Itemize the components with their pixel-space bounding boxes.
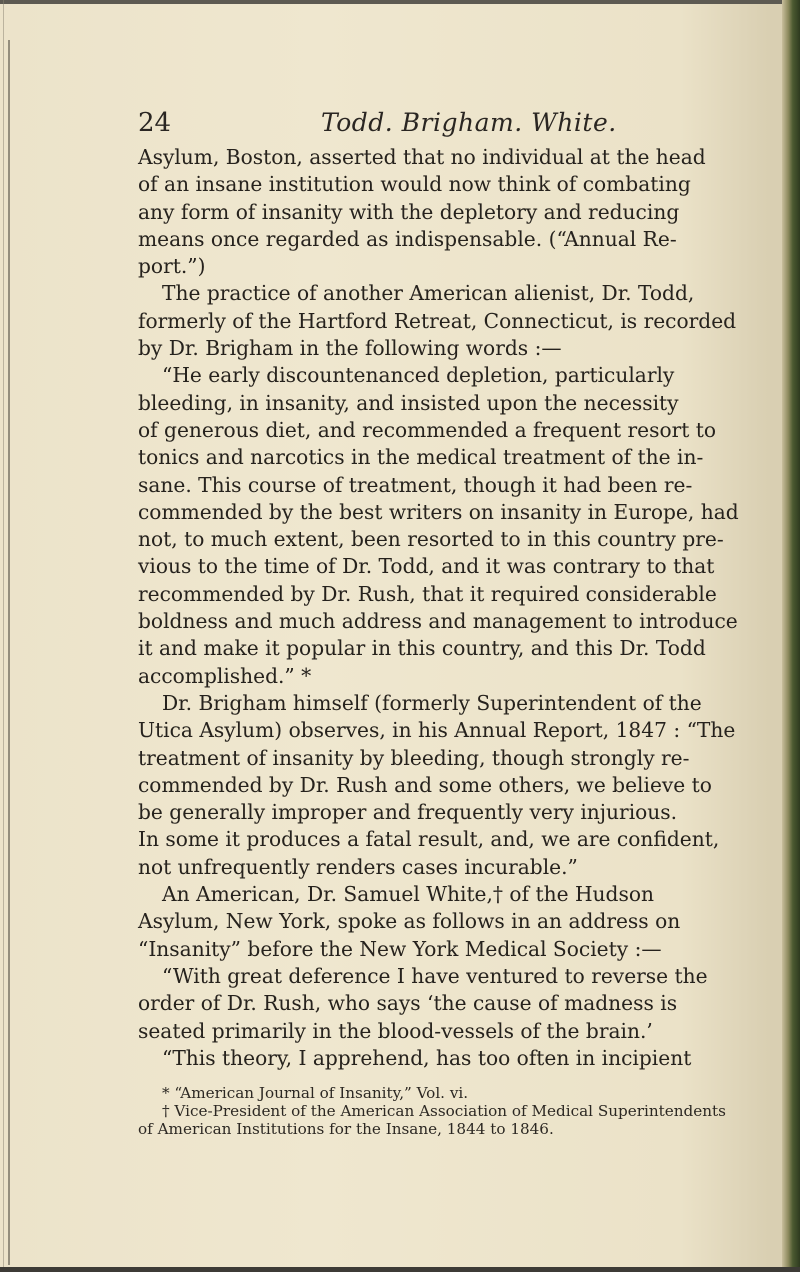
text-line: port.”): [138, 254, 206, 279]
text-line: any form of insanity with the depletory and reducing: [138, 199, 680, 224]
text-line: treatment of insanity by bleeding, though strongly re-: [138, 745, 690, 770]
text-line: tonics and narcotics in the medical treatment of the in-: [138, 445, 704, 470]
text-line: order of Dr. Rush, who says ‘the cause of madness is: [138, 991, 678, 1016]
text-line: Asylum, New York, spoke as follows in an address on: [138, 909, 681, 934]
text-line: commended by Dr. Rush and some others, we believe to: [138, 772, 712, 797]
text-line: not unfrequently renders cases incurable.”: [138, 854, 578, 879]
text-line: of generous diet, and recommended a frequent resort to: [138, 417, 717, 442]
right-binding-edge: [782, 0, 800, 1272]
page-header: [138, 108, 768, 140]
text-line: formerly of the Hartford Retreat, Connecticut, is recorded: [138, 308, 737, 333]
footnote-line: † Vice-President of the American Association of Medical Superintendents: [162, 1102, 726, 1120]
text-line: be generally improper and frequently very injurious.: [138, 800, 678, 825]
text-line: boldness and much address and management to introduce: [138, 609, 738, 634]
text-line: “Insanity” before the New York Medical Society :—: [138, 936, 662, 961]
running-head: Todd. Brigham. White.: [321, 108, 617, 137]
text-line: The practice of another American alienist, Dr. Todd,: [162, 281, 695, 306]
page-number: 24: [138, 108, 172, 138]
footnote-line: of American Institutions for the Insane, 1844 to 1846.: [138, 1120, 554, 1138]
body-text: [138, 144, 770, 1072]
left-gutter-line: [8, 40, 10, 1265]
top-page-edge: [0, 0, 800, 4]
text-line: Utica Asylum) observes, in his Annual Report, 1847 : “The: [138, 718, 736, 743]
text-line: vious to the time of Dr. Todd, and it was contrary to that: [138, 554, 715, 579]
text-line: “He early discountenanced depletion, particularly: [162, 363, 675, 388]
text-line: Asylum, Boston, asserted that no individual at the head: [138, 145, 706, 169]
text-line: In some it produces a fatal result, and, we are confident,: [138, 827, 720, 852]
text-line: not, to much extent, been resorted to in this country pre-: [138, 527, 724, 552]
bottom-page-edge: [0, 1267, 800, 1272]
footnotes: [138, 1084, 778, 1138]
text-line: accomplished.” *: [138, 663, 312, 688]
footnote-line: * “American Journal of Insanity,” Vol. vi.: [162, 1084, 469, 1102]
text-line: bleeding, in insanity, and insisted upon the necessity: [138, 390, 679, 415]
text-line: “With great deference I have ventured to reverse the: [162, 963, 708, 988]
text-line: commended by the best writers on insanity in Europe, had: [138, 499, 739, 524]
text-line: it and make it popular in this country, and this Dr. Todd: [138, 636, 706, 661]
text-line: means once regarded as indispensable. (“Annual Re-: [138, 226, 677, 251]
text-line: recommended by Dr. Rush, that it required considerable: [138, 581, 717, 606]
left-page-edge: [3, 0, 4, 1272]
text-line: sane. This course of treatment, though it had been re-: [138, 472, 693, 497]
text-line: An American, Dr. Samuel White,† of the Hudson: [162, 882, 654, 907]
text-line: Dr. Brigham himself (formerly Superintendent of the: [162, 690, 702, 715]
text-line: by Dr. Brigham in the following words :—: [138, 336, 562, 361]
text-line: “This theory, I apprehend, has too often in incipient: [162, 1045, 692, 1070]
text-line: seated primarily in the blood-vessels of the brain.’: [138, 1018, 653, 1043]
text-line: of an insane institution would now think of combating: [138, 172, 691, 197]
